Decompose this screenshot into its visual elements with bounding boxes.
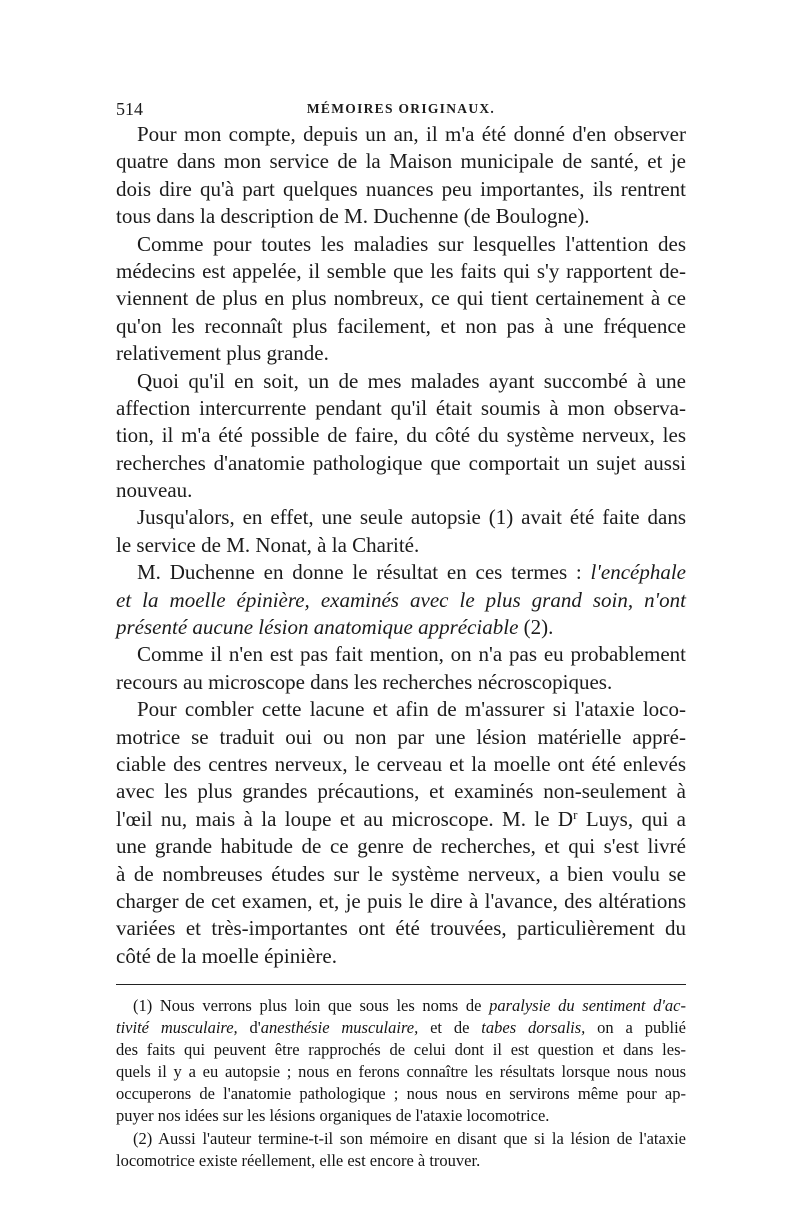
roman-segment: on a publié <box>585 1018 686 1038</box>
text-line: médecins est appelée, il semble que les faits qui s'y rapportent de- <box>116 258 686 283</box>
text-line: recours au microscope dans les recherches nécroscopiques. <box>116 669 613 694</box>
text-line: ciable des centres nerveux, le cerveau et la moelle ont été enlevés <box>116 751 686 776</box>
text-line: le service de M. Nonat, à la Charité. <box>116 532 420 557</box>
text-line: et la moelle épinière, examinés avec le plus grand soin, n'ont <box>116 587 686 612</box>
text-line: Quoi qu'il en soit, un de mes malades ayant succombé à une <box>137 368 686 393</box>
text-line: motrice se traduit oui ou non par une lésion matérielle appré- <box>116 724 686 749</box>
running-title: MÉMOIRES ORIGINAUX. <box>306 101 496 116</box>
footnote-reference: (2). <box>518 615 554 640</box>
text-line <box>116 559 686 586</box>
footnote-line: locomotrice existe réellement, elle est encore à trouver. <box>116 1150 481 1170</box>
text-line: Comme il n'en est pas fait mention, on n'a pas eu probablement <box>137 642 686 667</box>
paragraph <box>116 504 686 559</box>
text-line <box>116 614 686 641</box>
text-line: recherches d'anatomie pathologique que comportait un sujet aussi <box>116 450 686 475</box>
italic-segment: tabes dorsalis, <box>481 1018 586 1038</box>
footnote-line: puyer nos idées sur les lésions organiques de l'ataxie locomotrice. <box>116 1106 550 1126</box>
running-header <box>116 98 686 120</box>
text-line: charger de cet examen, et, je puis le dire à l'avance, des altérations <box>116 888 686 913</box>
footnote-line: (2) Aussi l'auteur termine-t-il son mémoire en disant que si la lésion de l'ataxie <box>133 1128 686 1148</box>
text-line: tion, il m'a été possible de faire, du côté du système nerveux, les <box>116 423 686 448</box>
text-line: tous dans la description de M. Duchenne (de Boulogne). <box>116 204 590 229</box>
paragraph <box>116 559 686 641</box>
text-line: à de nombreuses études sur le système nerveux, a bien voulu se <box>116 861 686 886</box>
page-number: 514 <box>116 99 143 119</box>
roman-segment: et de <box>418 1018 482 1038</box>
text-line: affection intercurrente pendant qu'il était soumis à mon observa- <box>116 395 686 420</box>
roman-segment: (1) Nous verrons plus loin que sous les noms de <box>133 996 490 1015</box>
text-line: côté de la moelle épinière. <box>116 943 337 968</box>
text-line: quatre dans mon service de la Maison municipale de santé, et je <box>116 149 686 174</box>
text-line: nouveau. <box>116 478 193 503</box>
italic-segment: présenté aucune lésion anatomique appréciable <box>116 615 519 640</box>
footnote-2 <box>116 1128 686 1172</box>
footnote-line <box>116 1017 686 1039</box>
footnotes <box>116 995 686 1172</box>
roman-segment: d' <box>237 1018 261 1038</box>
italic-segment: l'encéphale <box>590 560 686 585</box>
text-line: Pour mon compte, depuis un an, il m'a été donné d'en observer <box>137 122 686 146</box>
footnote-line: quels il y a eu autopsie ; nous en ferons connaître les résultats lorsque nous nous <box>116 1062 686 1082</box>
text-line: Jusqu'alors, en effet, une seule autopsie (1) avait été faite dans <box>137 505 686 530</box>
paragraph <box>116 121 686 231</box>
roman-segment: l'œil nu, mais à la loupe et au microscope. M. le D <box>116 806 574 831</box>
text-line: relativement plus grande. <box>116 341 329 366</box>
italic-segment: tivité musculaire, <box>116 1018 238 1038</box>
text-line: Comme pour toutes les maladies sur lesquelles l'attention des <box>137 231 686 256</box>
italic-segment: anesthésie musculaire, <box>260 1018 419 1038</box>
italic-segment: paralysie du sentiment d'ac- <box>489 996 687 1015</box>
text-line: variées et très-importantes ont été trouvées, particulièrement du <box>116 916 686 941</box>
roman-segment: M. Duchenne en donne le résultat en ces termes : <box>137 560 591 585</box>
text-line: viennent de plus en plus nombreux, ce qui tient certainement à ce <box>116 286 686 311</box>
footnote-1 <box>116 995 686 1128</box>
roman-segment: Luys, qui a <box>577 806 687 831</box>
superscript: r <box>573 806 578 822</box>
text-line: Pour combler cette lacune et afin de m'assurer si l'ataxie loco- <box>137 697 686 722</box>
text-line <box>116 806 686 833</box>
paragraph <box>116 368 686 505</box>
text-line: avec les plus grandes précautions, et examinés non-seulement à <box>116 779 686 804</box>
footnote-line: des faits qui peuvent être rapprochés de celui dont il est question et dans les- <box>116 1040 686 1060</box>
paragraph <box>116 696 686 970</box>
text-line: une grande habitude de ce genre de recherches, et qui s'est livré <box>116 834 686 859</box>
main-text <box>116 121 686 970</box>
footnote-line: occuperons de l'anatomie pathologique ; nous nous en servirons même pour ap- <box>116 1084 686 1104</box>
paragraph <box>116 231 686 368</box>
footnote-rule <box>116 984 686 985</box>
footnote-line <box>116 995 686 1017</box>
text-line: dois dire qu'à part quelques nuances peu importantes, ils rentrent <box>116 176 686 201</box>
paragraph <box>116 641 686 696</box>
text-line: qu'on les reconnaît plus facilement, et non pas à une fréquence <box>116 313 686 338</box>
